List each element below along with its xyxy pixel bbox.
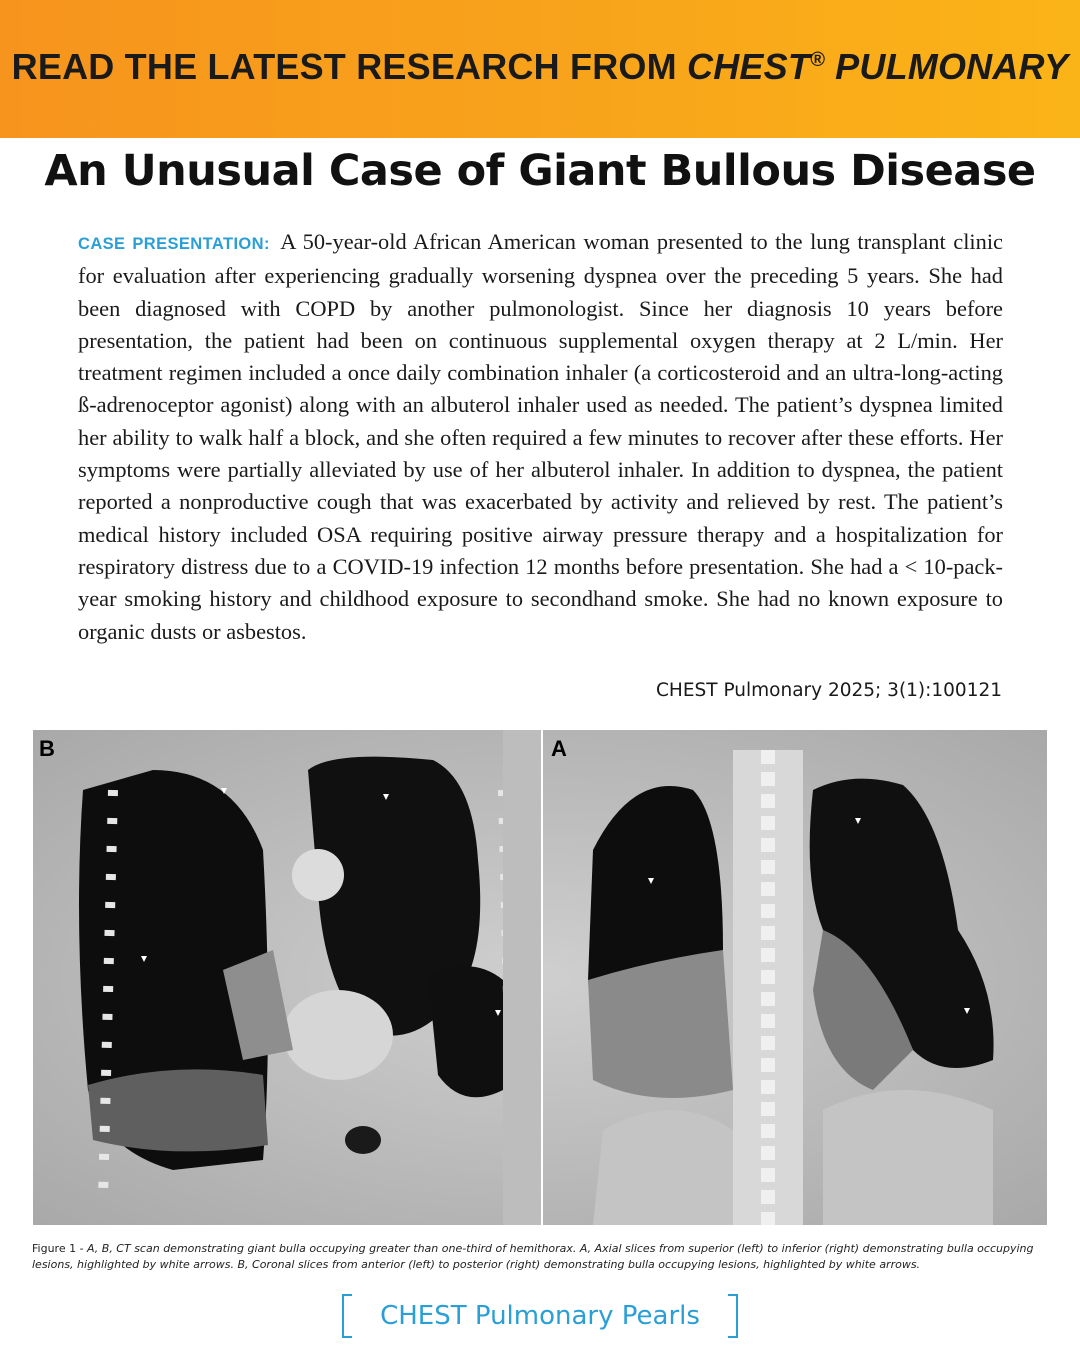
panel-label-b: B (39, 736, 55, 761)
ct-figure (33, 730, 1047, 1225)
footer-brand (0, 1294, 1080, 1340)
banner-brand (687, 46, 1068, 87)
caption-body: A, B, CT scan demonstrating giant bulla occupying greater than one-third of hemithorax. A, Axial slices from superior (left) to inferior (right) demonstrating bulla occupying lesions, highlighted by white arrows. B, Coronal slices from anterior (left) to posterior (right) demonstrating bulla occupying lesions, highlighted by white arrows. (32, 1242, 1034, 1271)
case-text: A 50-year-old African American woman presented to the lung transplant clinic for evaluation after experiencing gradually worsening dyspnea over the preceding 5 years. She had been diagnosed with COPD by another pulmonologist. Since her diagnosis 10 years before presentation, the patient had been on continuous supplemental oxygen therapy at 2 L/min. Her treatment regimen included a once daily combination inhaler (a corticosteroid and an ultra-long-acting ß-adrenoceptor agonist) along with an albuterol inhaler used as needed. The patient’s dyspnea limited her ability to walk half a block, and she often required a few minutes to recover after these efforts. Her symptoms were partially alleviated by use of her albuterol inhaler. In addition to dyspnea, the patient reported a nonproductive cough that was exacerbated by activity and relieved by rest. The patient’s medical history included OSA requiring positive airway pressure therapy and a hospitalization for respiratory distress due to a COVID-19 infection 12 months before presentation. She had a < 10-pack-year smoking history and childhood exposure to secondhand smoke. She had no known exposure to organic dusts or asbestos. (78, 229, 1003, 644)
right-bracket-icon (728, 1294, 738, 1338)
banner-brand-suffix: PULMONARY (824, 46, 1069, 87)
banner-headline (0, 46, 1080, 88)
figure-caption (32, 1241, 1052, 1273)
banner-prefix: READ THE LATEST RESEARCH FROM (11, 46, 688, 87)
registered-mark: ® (810, 49, 825, 71)
footer-text: CHEST Pulmonary Pearls (380, 1301, 700, 1331)
ct-scan-image (33, 730, 1047, 1225)
top-banner (0, 0, 1080, 138)
panel-label-a: A (551, 736, 567, 761)
banner-brand-name: CHEST (687, 46, 811, 87)
citation: CHEST Pulmonary 2025; 3(1):100121 (656, 680, 1002, 701)
caption-lead: Figure 1 - (32, 1242, 88, 1255)
case-presentation (78, 226, 1003, 648)
left-bracket-icon (342, 1294, 352, 1338)
article-title: An Unusual Case of Giant Bullous Disease (44, 146, 1036, 196)
case-label: CASE PRESENTATION: (78, 235, 270, 253)
